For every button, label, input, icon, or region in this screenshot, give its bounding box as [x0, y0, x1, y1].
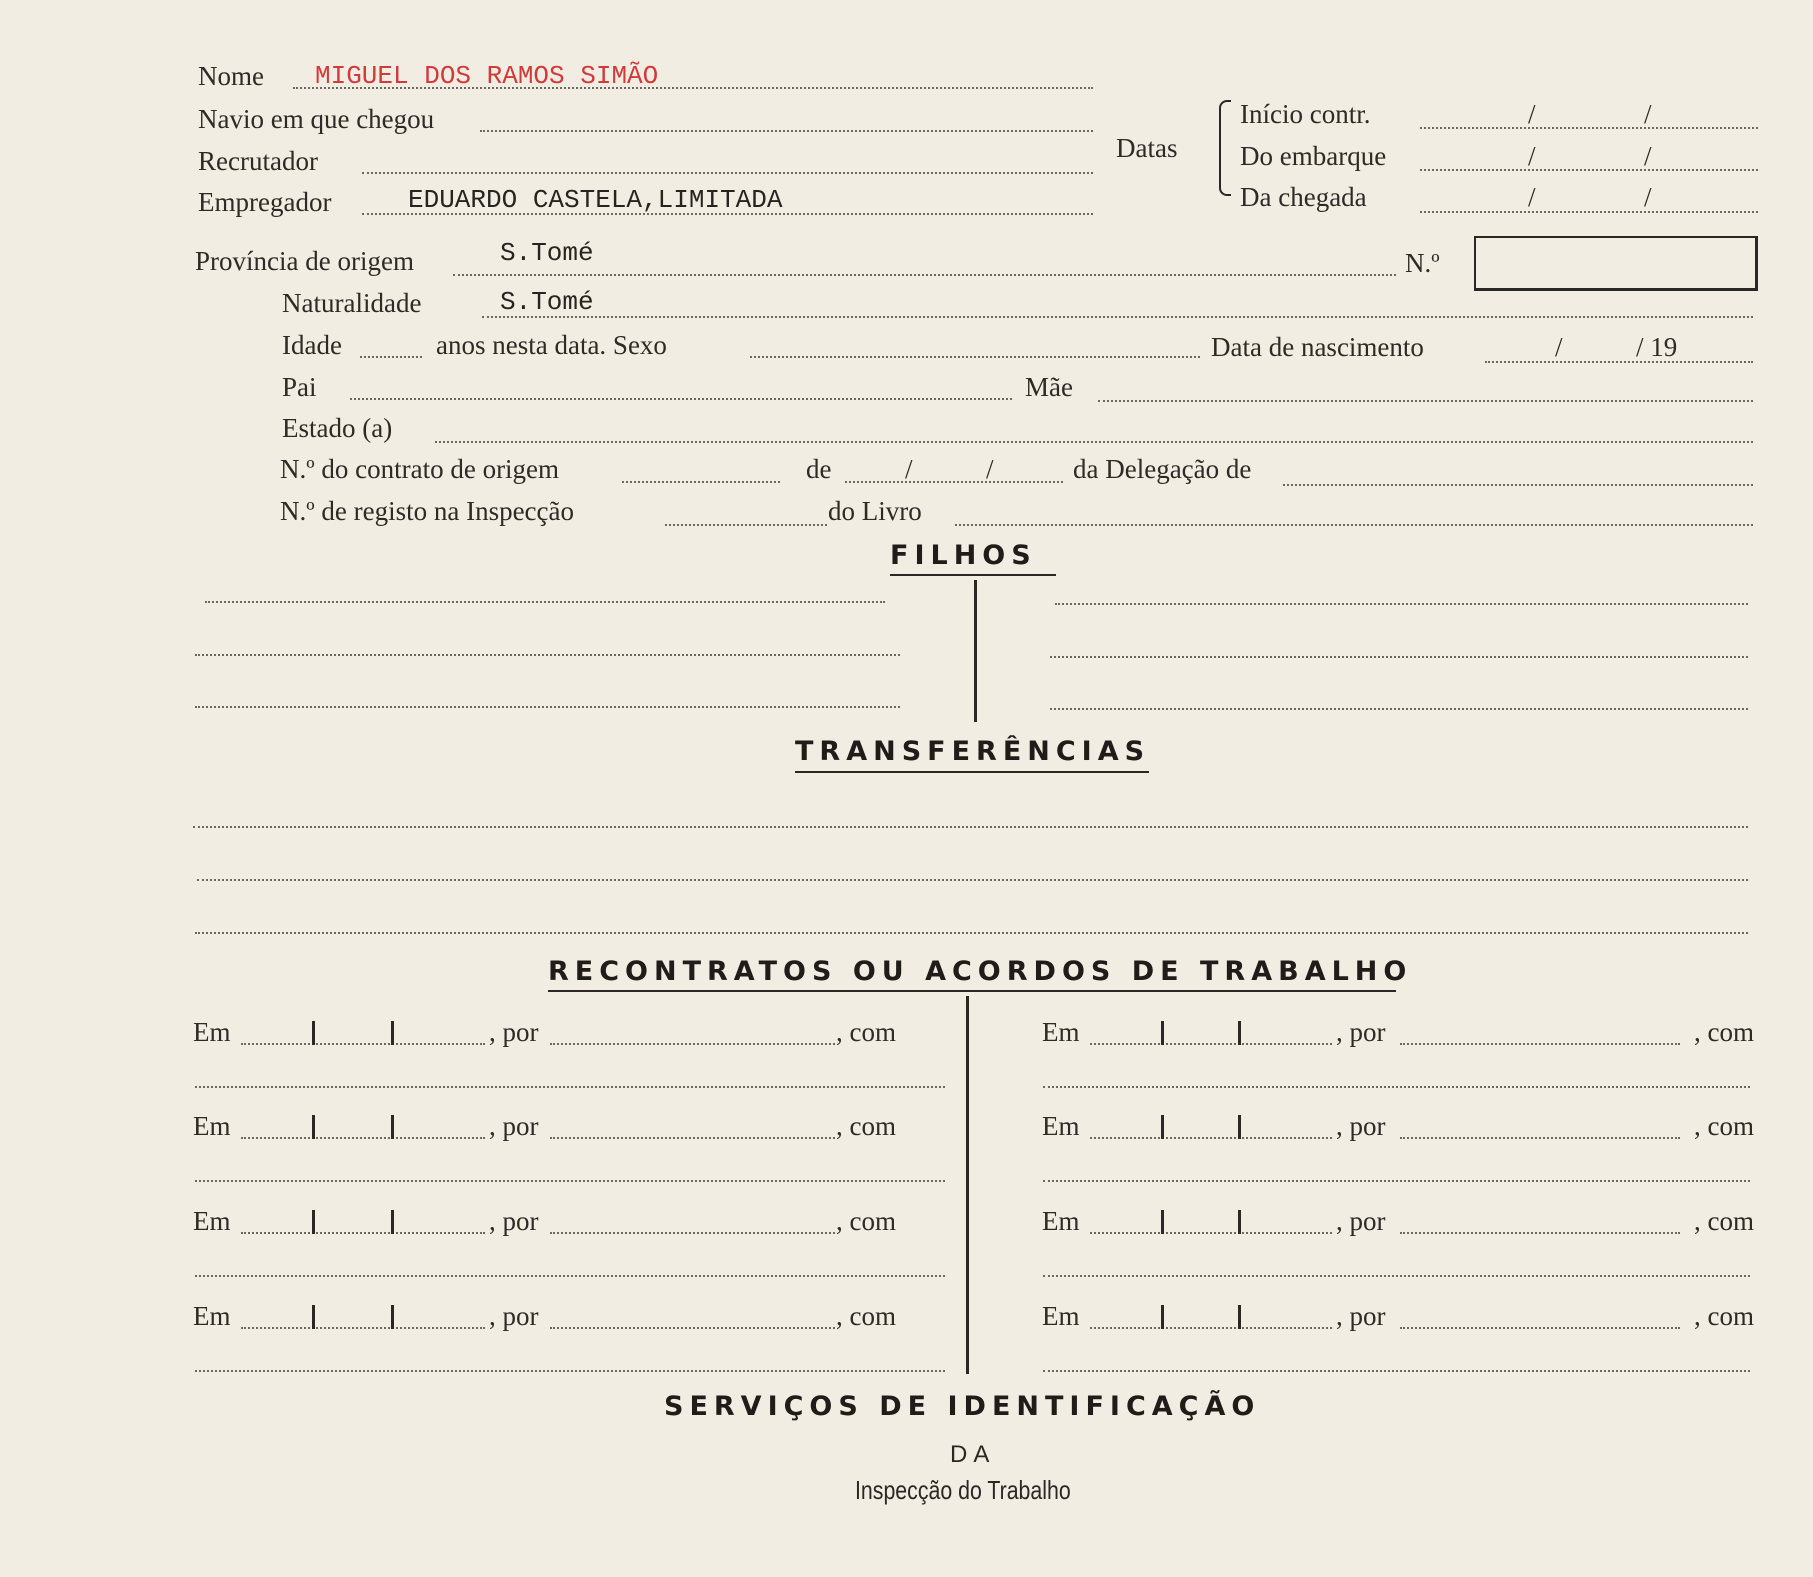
recontrato-com-right-2: , com: [1694, 1111, 1754, 1141]
recontrato-em-left-1: Em: [193, 1017, 231, 1047]
recontrato-com-right-4: , com: [1694, 1301, 1754, 1331]
recontrato-com-right-3: , com: [1694, 1206, 1754, 1236]
mae-label: Mãe: [1025, 372, 1073, 402]
filhos-left-line-2: [195, 654, 900, 656]
recontrato-bar2-right-1: [1238, 1021, 1241, 1045]
recontrato-bar1-right-4: [1161, 1305, 1164, 1329]
recontrato-por-left-2: , por: [489, 1111, 539, 1141]
numero-label: N.º: [1405, 248, 1440, 278]
recontrato-date-line-right-3: [1090, 1232, 1332, 1234]
recontrato-bar1-left-4: [312, 1305, 315, 1329]
recontrato-em-right-3: Em: [1042, 1206, 1080, 1236]
recontrato-date-line-right-1: [1090, 1043, 1332, 1045]
navio-line: [480, 130, 1093, 132]
filhos-left-line-3: [195, 706, 900, 708]
recontrato-second-line-right-2: [1043, 1180, 1750, 1182]
nascimento-label: Data de nascimento: [1211, 332, 1424, 362]
recontrato-em-right-2: Em: [1042, 1111, 1080, 1141]
recrutador-line: [362, 172, 1093, 174]
recontrato-por-line-left-4: [550, 1327, 835, 1329]
footer-da: DA: [950, 1441, 996, 1468]
recontrato-bar2-left-4: [391, 1305, 394, 1329]
embarque-line: [1420, 169, 1758, 171]
nascimento-slash: /: [1555, 332, 1563, 362]
naturalidade-label: Naturalidade: [282, 288, 422, 318]
registo-label: N.º de registo na Inspecção: [280, 496, 575, 526]
transferencias-line-2: [197, 879, 1748, 881]
footer-title: SERVIÇOS DE IDENTIFICAÇÃO: [664, 1391, 1261, 1422]
recontrato-bar1-right-3: [1161, 1210, 1164, 1234]
embarque-label: Do embarque: [1240, 141, 1387, 171]
recontrato-bar1-right-1: [1161, 1021, 1164, 1045]
recontrato-em-left-3: Em: [193, 1206, 231, 1236]
provincia-line: [453, 274, 1396, 276]
recontrato-com-left-2: , com: [836, 1111, 896, 1141]
recontrato-em-right-1: Em: [1042, 1017, 1080, 1047]
contrato-slash-1: /: [905, 454, 913, 484]
inicio-slash-1: /: [1528, 99, 1536, 129]
recontratos-underline: [548, 990, 1396, 992]
chegada-slash-2: /: [1644, 182, 1652, 212]
recontrato-em-left-4: Em: [193, 1301, 231, 1331]
recontrato-bar1-left-3: [312, 1210, 315, 1234]
chegada-label: Da chegada: [1240, 182, 1367, 212]
nascimento-line: [1485, 361, 1753, 363]
navio-label: Navio em que chegou: [198, 104, 435, 134]
recrutador-label: Recrutador: [198, 146, 318, 176]
recontrato-por-left-3: , por: [489, 1206, 539, 1236]
datas-brace: [1219, 100, 1231, 196]
recontrato-second-line-right-1: [1043, 1086, 1750, 1088]
recontrato-bar2-right-2: [1238, 1115, 1241, 1139]
recontrato-bar2-right-3: [1238, 1210, 1241, 1234]
recontrato-bar2-right-4: [1238, 1305, 1241, 1329]
chegada-slash-1: /: [1528, 182, 1536, 212]
idade-label: Idade: [282, 330, 342, 360]
pai-label: Pai: [282, 372, 317, 402]
recontrato-por-right-4: , por: [1336, 1301, 1386, 1331]
recontrato-em-left-2: Em: [193, 1111, 231, 1141]
recontrato-por-right-3: , por: [1336, 1206, 1386, 1236]
filhos-right-line-2: [1050, 656, 1748, 658]
recontrato-second-line-right-3: [1043, 1275, 1750, 1277]
recontrato-por-line-right-2: [1400, 1137, 1680, 1139]
recontrato-com-left-1: , com: [836, 1017, 896, 1047]
estado-line: [435, 441, 1753, 443]
embarque-slash-2: /: [1644, 141, 1652, 171]
recontrato-bar1-right-2: [1161, 1115, 1164, 1139]
transferencias-heading: TRANSFERÊNCIAS: [795, 736, 1151, 767]
recontrato-bar2-left-1: [391, 1021, 394, 1045]
contrato-date-line: [845, 481, 1063, 483]
recontrato-com-right-1: , com: [1694, 1017, 1754, 1047]
nome-label: Nome: [198, 61, 264, 91]
nome-value: MIGUEL DOS RAMOS SIMÃO: [315, 61, 659, 91]
filhos-underline: [890, 574, 1056, 576]
recontrato-por-line-left-2: [550, 1137, 835, 1139]
inicio-label: Início contr.: [1240, 99, 1371, 129]
registo-line: [665, 524, 827, 526]
filhos-heading: FILHOS: [890, 540, 1037, 571]
delegacao-line: [1283, 484, 1753, 486]
recontrato-second-line-left-4: [195, 1370, 945, 1372]
recontrato-com-left-3: , com: [836, 1206, 896, 1236]
recontrato-por-line-left-3: [550, 1232, 835, 1234]
recontratos-heading: RECONTRATOS OU ACORDOS DE TRABALHO: [548, 956, 1413, 987]
sexo-line: [750, 356, 1200, 358]
transferencias-underline: [795, 771, 1149, 773]
delegacao-label: da Delegação de: [1073, 454, 1252, 484]
contrato-line: [622, 481, 780, 483]
embarque-slash-1: /: [1528, 141, 1536, 171]
naturalidade-line: [482, 316, 1753, 318]
recontrato-date-line-left-2: [241, 1137, 485, 1139]
nome-line: [293, 87, 1093, 89]
footer-inspeccao: Inspecção do Trabalho: [855, 1475, 1071, 1505]
empregador-label: Empregador: [198, 187, 332, 217]
recontrato-bar1-left-1: [312, 1021, 315, 1045]
datas-label: Datas: [1116, 133, 1178, 163]
recontrato-second-line-right-4: [1043, 1370, 1750, 1372]
livro-label: do Livro: [828, 496, 922, 526]
nascimento-year: / 19: [1636, 332, 1678, 362]
filhos-right-line-1: [1055, 603, 1748, 605]
filhos-divider: [974, 580, 977, 722]
inicio-slash-2: /: [1644, 99, 1652, 129]
inicio-line: [1420, 127, 1758, 129]
recontrato-date-line-left-1: [241, 1043, 485, 1045]
estado-label: Estado (a): [282, 413, 393, 443]
recontrato-por-line-right-4: [1400, 1327, 1680, 1329]
recontrato-date-line-left-4: [241, 1327, 485, 1329]
recontrato-por-line-right-3: [1400, 1232, 1680, 1234]
recontrato-date-line-left-3: [241, 1232, 485, 1234]
recontrato-em-right-4: Em: [1042, 1301, 1080, 1331]
transferencias-line-1: [193, 826, 1748, 828]
recontrato-por-left-1: , por: [489, 1017, 539, 1047]
livro-line: [955, 524, 1753, 526]
recontrato-bar2-left-2: [391, 1115, 394, 1139]
recontrato-date-line-right-4: [1090, 1327, 1332, 1329]
recontrato-por-line-left-1: [550, 1043, 835, 1045]
recontratos-divider: [966, 996, 969, 1374]
mae-line: [1098, 400, 1753, 402]
recontrato-second-line-left-2: [195, 1180, 945, 1182]
recontrato-por-line-right-1: [1400, 1043, 1680, 1045]
contrato-slash-2: /: [986, 454, 994, 484]
recontrato-bar2-left-3: [391, 1210, 394, 1234]
recontrato-second-line-left-3: [195, 1275, 945, 1277]
anos-sexo-label: anos nesta data. Sexo: [436, 330, 667, 360]
contrato-de-label: de: [806, 454, 832, 484]
recontrato-date-line-right-2: [1090, 1137, 1332, 1139]
naturalidade-value: S.Tomé: [500, 287, 594, 317]
provincia-label: Província de origem: [195, 246, 414, 276]
contrato-label: N.º do contrato de origem: [280, 454, 560, 484]
empregador-line: [362, 213, 1093, 215]
provincia-value: S.Tomé: [500, 238, 594, 268]
recontrato-por-right-1: , por: [1336, 1017, 1386, 1047]
filhos-right-line-3: [1050, 708, 1748, 710]
chegada-line: [1420, 211, 1758, 213]
numero-box: [1474, 236, 1758, 291]
idade-line: [360, 356, 422, 358]
filhos-left-line-1: [205, 601, 885, 603]
recontrato-por-right-2: , por: [1336, 1111, 1386, 1141]
recontrato-com-left-4: , com: [836, 1301, 896, 1331]
recontrato-second-line-left-1: [195, 1086, 945, 1088]
recontrato-bar1-left-2: [312, 1115, 315, 1139]
transferencias-line-3: [195, 932, 1748, 934]
recontrato-por-left-4: , por: [489, 1301, 539, 1331]
pai-line: [350, 398, 1012, 400]
empregador-value: EDUARDO CASTELA,LIMITADA: [408, 185, 783, 215]
